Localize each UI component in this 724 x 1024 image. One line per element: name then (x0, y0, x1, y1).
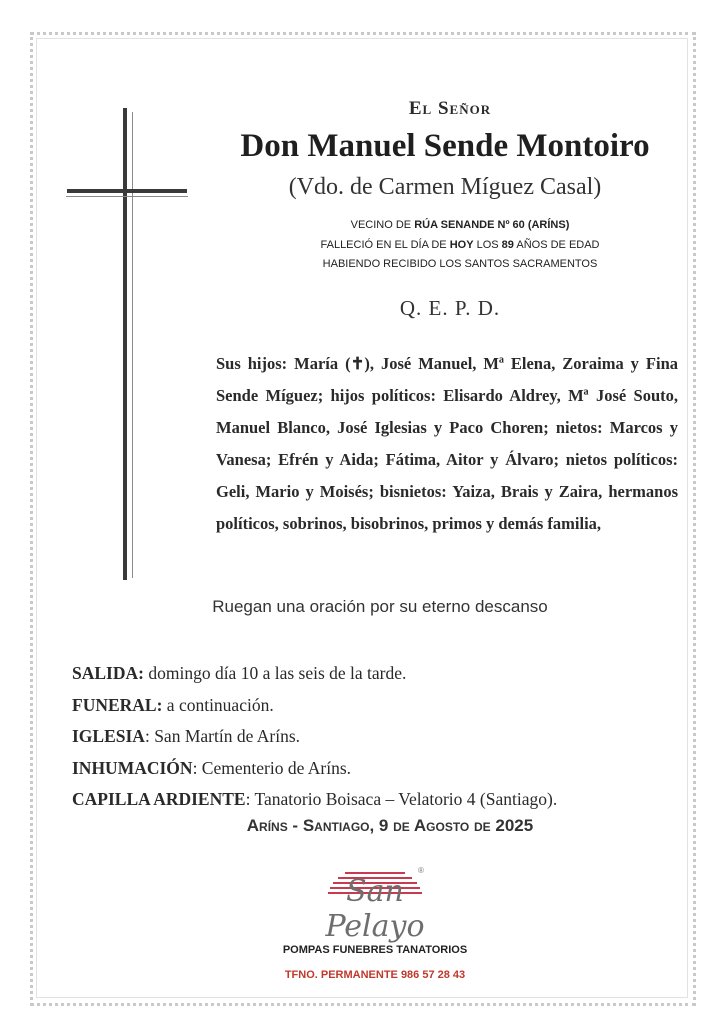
residence-line: VECINO DE RÚA SENANDE Nº 60 (ARÍNS) (350, 219, 570, 231)
phone-line: TFNO. PERMANENTE 986 57 28 43 (284, 969, 466, 981)
ceremony-details (72, 658, 692, 816)
san-pelayo-logo (300, 862, 450, 944)
prayer-line: Ruegan una oración por su eterno descanso (212, 597, 548, 616)
logo-text: San Pelayo (325, 874, 425, 944)
family-paragraph: Sus hijos: María (✝), José Manuel, Mª Elena, Zoraima y Fina Sende Míguez; hijos políticos: Elisardo Aldrey, Mª José Souto, Manuel Blanco, José Iglesias y Paco Choren; nietos: Marcos y Vanesa; Efrén y Aida; Fátima, Aitor y Álvaro; nietos políticos: Geli, Mario y Moisés; bisnietos: Yaiza, Brais y Zaira, hermanos políticos, sobrinos, bisobrinos, primos y demás familia, (216, 354, 678, 533)
detail-iglesia: IGLESIA: San Martín de Aríns. (72, 726, 301, 746)
widow-line: (Vdo. de Carmen Míguez Casal) (288, 174, 602, 200)
sacraments-line: HABIENDO RECIBIDO LOS SANTOS SACRAMENTOS (322, 258, 598, 270)
qepd: Q. E. P. D. (399, 296, 501, 320)
death-line: FALLECIÓ EN EL DÍA DE HOY LOS 89 AÑOS DE EDAD (320, 239, 600, 251)
company-name: POMPAS FUNEBRES TANATORIOS (282, 944, 468, 956)
detail-funeral: FUNERAL: a continuación. (72, 694, 274, 715)
date-line: Aríns - Santiago, 9 de Agosto de 2025 (246, 816, 534, 835)
detail-salida: SALIDA: domingo día 10 a las seis de la tarde. (72, 663, 407, 683)
title-el-senor: El Señor (408, 98, 492, 119)
deceased-name: Don Manuel Sende Montoiro (240, 128, 650, 164)
registered-mark: ® (418, 866, 424, 875)
detail-inhumacion: INHUMACIÓN: Cementerio de Aríns. (72, 757, 352, 778)
detail-capilla: CAPILLA ARDIENTE: Tanatorio Boisaca – Velatorio 4 (Santiago). (72, 789, 558, 809)
